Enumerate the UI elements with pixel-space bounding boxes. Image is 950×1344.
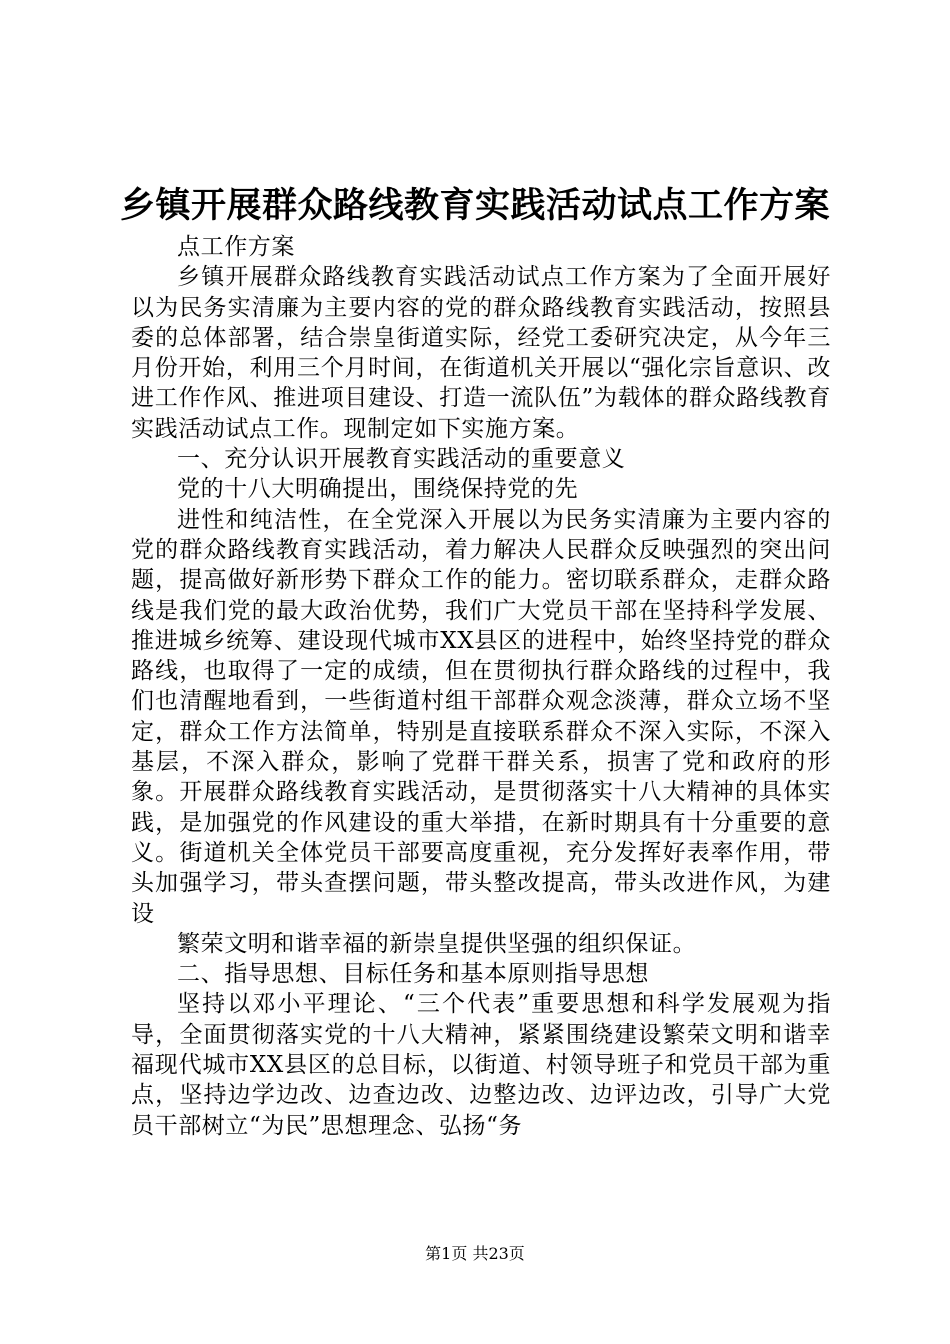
paragraph-significance: 进性和纯洁性，在全党深入开展以为民务实清廉为主要内容的党的群众路线教育实践活动，着力解决人民群众反映强烈的突出问题，提高做好新形势下群众工作的能力。密切联系群众，走群众路线是我们党的最大政治优势，我们广大党员干部在坚持科学发展、推进城乡统筹、建设现代城市XX县区的进程中，始终坚持党的群众路线，也取得了一定的成绩，但在贯彻执行群众路线的过程中，我们也清醒地看到，一些街道村组干部群众观念淡薄，群众立场不坚定，群众工作方法简单，特别是直接联系群众不深入实际，不深入基层，不深入群众，影响了党群干群关系，损害了党和政府的形象。开展群众路线教育实践活动，是贯彻落实十八大精神的具体实践，是加强党的作风建设的重大举措，在新时期具有十分重要的意义。街道机关全体党员干部要高度重视，充分发挥好表率作用，带头加强学习，带头查摆问题，带头整改提高，带头改进作风，为建设 [131, 506, 831, 927]
section-heading-1: 一、充分认识开展教育实践活动的重要意义 [177, 446, 626, 473]
page-number-footer: 第1页 共23页 [425, 1244, 525, 1263]
paragraph-intro: 乡镇开展群众路线教育实践活动试点工作方案为了全面开展好以为民务实清廉为主要内容的党的群众路线教育实践活动，按照县委的总体部署，结合崇皇街道实际，经党工委研究决定，从今年三月份开始，利用三个月时间，在街道机关开展以“强化宗旨意识、改进工作作风、推进项目建设、打造一流队伍”为载体的群众路线教育实践活动试点工作。现制定如下实施方案。 [131, 264, 831, 442]
section-heading-2: 二、指导思想、目标任务和基本原则指导思想 [177, 961, 649, 988]
document-title: 乡镇开展群众路线教育实践活动试点工作方案 [119, 186, 830, 226]
paragraph-subtitle-fragment: 点工作方案 [177, 234, 295, 260]
paragraph-fragment: 党的十八大明确提出，围绕保持党的先 [177, 476, 579, 503]
paragraph-fragment-2: 繁荣文明和谐幸福的新崇皇提供坚强的组织保证。 [177, 930, 697, 957]
document-body [131, 232, 831, 1141]
paragraph-guiding-thought: 坚持以邓小平理论、“三个代表”重要思想和科学发展观为指导，全面贯彻落实党的十八大精神，紧紧围绕建设繁荣文明和谐幸福现代城市XX县区的总目标，以街道、村领导班子和党员干部为重点，坚持边学边改、边查边改、边整边改、边评边改，引导广大党员干部树立“为民”思想理念、弘扬“务 [131, 991, 831, 1139]
